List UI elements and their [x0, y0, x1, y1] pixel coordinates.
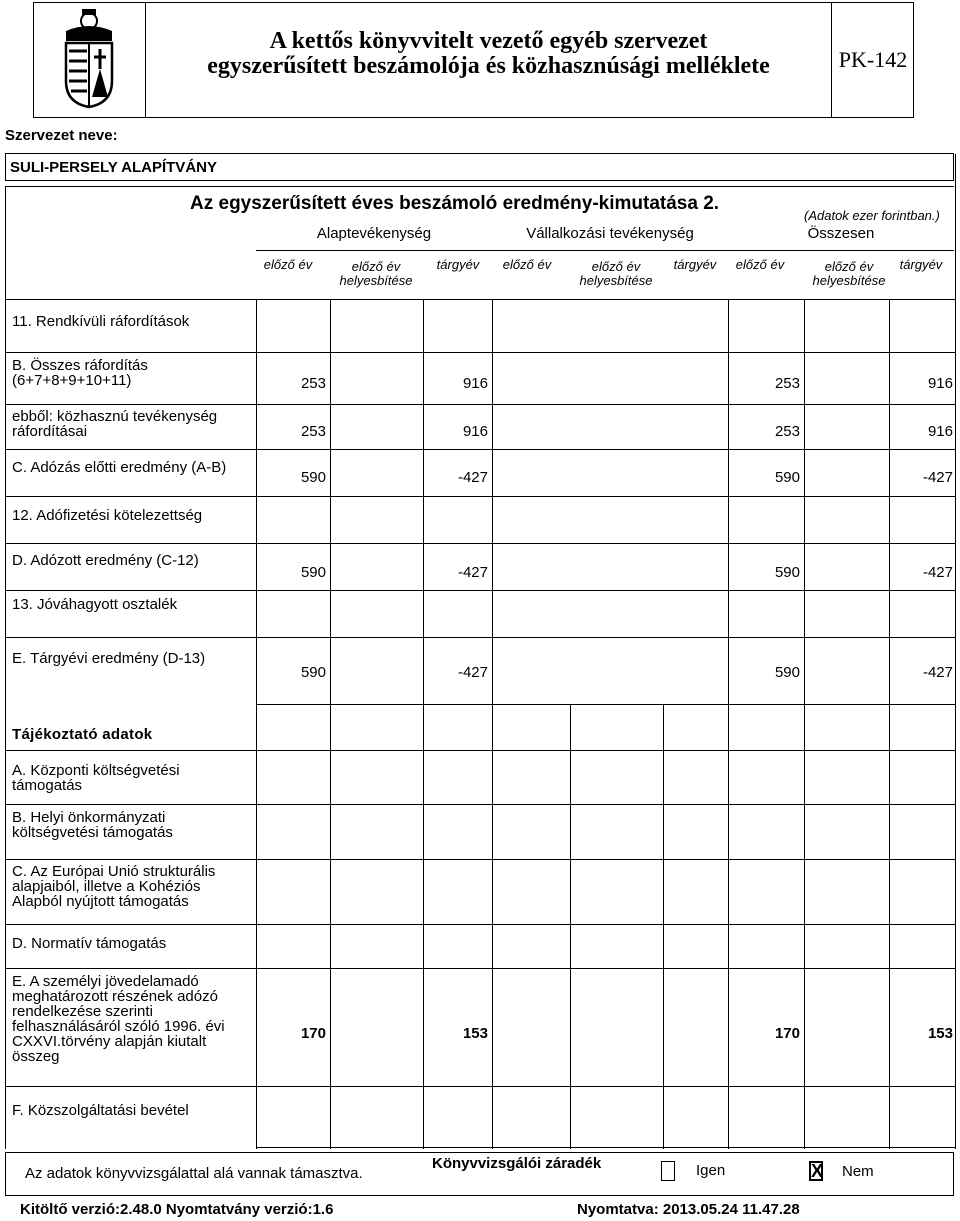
grid-line [889, 299, 890, 1149]
value-total-prev[interactable]: 590 [774, 664, 800, 681]
value-basic-prev[interactable]: 253 [300, 375, 326, 392]
value-total-prev[interactable]: 253 [774, 423, 800, 440]
group-underline [492, 250, 728, 251]
organization-name-field[interactable]: SULI-PERSELY ALAPÍTVÁNY [5, 153, 954, 181]
value-basic-current[interactable]: -427 [457, 564, 488, 581]
col-prev-correction [330, 260, 422, 288]
section-title: Az egyszerűsített éves beszámoló eredmény-kimutatása 2. [190, 193, 720, 214]
row-label-b: B. Összes ráfordítás (6+7+8+9+10+11) [12, 357, 148, 389]
value-basic-prev[interactable]: 590 [300, 564, 326, 581]
row-label-e: E. Tárgyévi eredmény (D-13) [12, 650, 206, 667]
group-business: Vállalkozási tevékenység [526, 225, 694, 242]
grid-line [5, 924, 956, 925]
value-basic-current[interactable]: 153 [462, 1025, 488, 1042]
grid-line [570, 704, 571, 1149]
col-current-year: tárgyév [436, 257, 480, 272]
grid-line [5, 750, 956, 751]
grid-line [5, 449, 956, 450]
value-total-current[interactable]: -427 [922, 664, 953, 681]
grid-line [256, 299, 257, 1149]
row-label-c: C. Adózás előtti eredmény (A-B) [12, 459, 227, 476]
group-basic: Alaptevékenység [316, 225, 432, 242]
col-prev-correction [570, 260, 662, 288]
version-info: Kitöltő verzió:2.48.0 Nyomtatvány verzió:1.6 [20, 1201, 334, 1218]
print-timestamp: Nyomtatva: 2013.05.24 11.47.28 [577, 1201, 800, 1218]
row-label-11: 11. Rendkívüli ráfordítások [12, 313, 190, 330]
group-underline [256, 250, 492, 251]
row-label-b-public: ebből: közhasznú tevékenység ráfordításai [12, 408, 218, 440]
title-line-1: A kettős könyvvitelt vezető egyéb szervezet [269, 28, 708, 54]
grid-line [5, 1086, 956, 1087]
units-note: (Adatok ezer forintban.) [804, 208, 940, 223]
col-prev-correction-line2: helyesbítése [579, 273, 653, 288]
col-prev-year: előző év [735, 257, 785, 272]
col-prev-year: előző év [502, 257, 552, 272]
grid-line [330, 299, 331, 1149]
row-label-12: 12. Adófizetési kötelezettség [12, 507, 203, 524]
value-total-current[interactable]: 916 [927, 423, 953, 440]
form-code: PK-142 [838, 47, 908, 72]
value-total-current[interactable]: 153 [927, 1025, 953, 1042]
info-label-c: C. Az Európai Unió strukturális alapjaiból, illetve a Kohéziós Alapból nyújtott támogatás [12, 863, 216, 910]
grid-line [256, 1147, 956, 1148]
col-prev-correction-line1: előző év [351, 259, 401, 274]
value-basic-prev[interactable]: 253 [300, 423, 326, 440]
value-basic-current[interactable]: -427 [457, 469, 488, 486]
info-label-d: D. Normatív támogatás [12, 935, 167, 952]
info-label-f: F. Közszolgáltatási bevétel [12, 1102, 189, 1119]
group-underline [728, 250, 954, 251]
info-label-b: B. Helyi önkormányzati költségvetési támogatás [12, 809, 173, 841]
audit-no-label: Nem [842, 1163, 874, 1180]
grid-line [256, 704, 956, 705]
group-total: Összesen [807, 225, 875, 242]
value-total-prev[interactable]: 170 [774, 1025, 800, 1042]
value-basic-current[interactable]: 916 [462, 423, 488, 440]
col-prev-correction [803, 260, 895, 288]
value-total-prev[interactable]: 590 [774, 469, 800, 486]
value-basic-current[interactable]: 916 [462, 375, 488, 392]
value-total-current[interactable]: 916 [927, 375, 953, 392]
audit-clause-text: Az adatok könyvvizsgálattal alá vannak támasztva. [25, 1165, 363, 1182]
value-total-current[interactable]: -427 [922, 564, 953, 581]
col-prev-correction-line1: előző év [591, 259, 641, 274]
info-section-title: Tájékoztató adatok [12, 726, 153, 743]
value-total-prev[interactable]: 253 [774, 375, 800, 392]
col-prev-correction-line1: előző év [824, 259, 874, 274]
info-label-a: A. Központi költségvetési támogatás [12, 762, 180, 794]
audit-clause-heading: Könyvvizsgálói záradék [432, 1155, 602, 1172]
grid-line [804, 299, 805, 1149]
form-header [33, 2, 914, 118]
col-current-year: tárgyév [673, 257, 717, 272]
grid-line [5, 590, 956, 591]
col-prev-correction-line2: helyesbítése [812, 273, 886, 288]
grid-line [423, 299, 424, 1149]
grid-line [5, 804, 956, 805]
grid-line [5, 299, 956, 300]
value-basic-prev[interactable]: 590 [300, 469, 326, 486]
grid-line [492, 299, 493, 1149]
grid-line [5, 404, 956, 405]
grid-line [5, 968, 956, 969]
grid-line [5, 859, 956, 860]
col-current-year: tárgyév [899, 257, 943, 272]
row-label-13: 13. Jóváhagyott osztalék [12, 596, 178, 613]
grid-line [5, 352, 956, 353]
value-basic-prev[interactable]: 170 [300, 1025, 326, 1042]
info-label-e: E. A személyi jövedelamadó meghatározott részének adózó rendelkezése szerinti felhasználásáról szóló 1996. évi CXXVI.törvény alapján kiutalt összeg [12, 973, 225, 1065]
title-line-2: egyszerűsített beszámolója és közhasznúsági melléklete [207, 53, 770, 79]
audit-yes-label: Igen [696, 1162, 726, 1179]
coat-of-arms-icon [56, 7, 122, 111]
col-prev-correction-line2: helyesbítése [339, 273, 413, 288]
grid-line [663, 704, 664, 1149]
audit-yes-checkbox[interactable] [661, 1161, 675, 1181]
value-total-current[interactable]: -427 [922, 469, 953, 486]
value-total-prev[interactable]: 590 [774, 564, 800, 581]
value-basic-current[interactable]: -427 [457, 664, 488, 681]
organization-label: Szervezet neve: [5, 127, 118, 144]
audit-no-checkbox[interactable]: X [811, 1161, 824, 1181]
grid-line [728, 299, 729, 1149]
grid-line [5, 543, 956, 544]
value-basic-prev[interactable]: 590 [300, 664, 326, 681]
form-title [145, 3, 832, 117]
row-label-d: D. Adózott eredmény (C-12) [12, 552, 199, 569]
grid-line [5, 496, 956, 497]
col-prev-year: előző év [263, 257, 313, 272]
grid-line [955, 154, 956, 1149]
grid-line [5, 637, 956, 638]
